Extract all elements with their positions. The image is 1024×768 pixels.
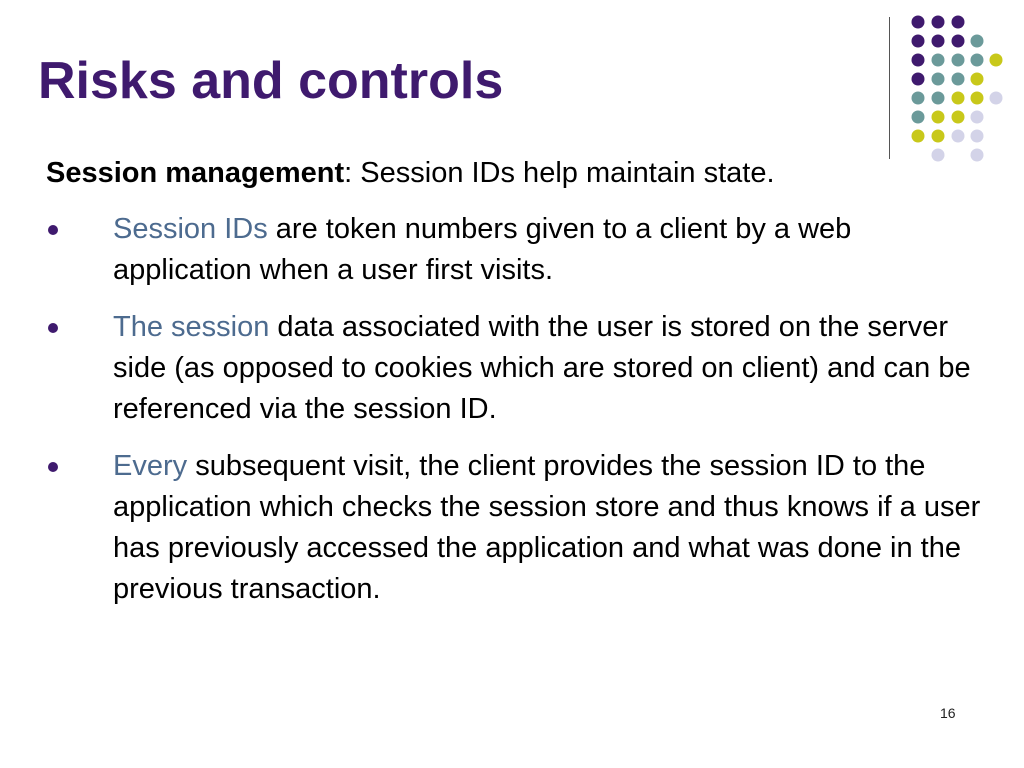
- intro-text: Session IDs help maintain state.: [352, 157, 775, 189]
- intro-separator: :: [344, 157, 353, 189]
- bullet-body: data associated with the user is stored on the server side (as opposed to cookies which are stored on client) and can be referenced via the session ID.: [113, 311, 971, 425]
- decor-dot: [952, 35, 965, 48]
- bullet-highlight: Every: [113, 450, 188, 482]
- decor-dot: [932, 130, 945, 143]
- decor-dot: [952, 130, 965, 143]
- decor-dot: [971, 35, 984, 48]
- decor-dot: [912, 92, 925, 105]
- decor-dot: [912, 130, 925, 143]
- decor-dot: [971, 149, 984, 162]
- decor-dot: [932, 111, 945, 124]
- bullet-text: [113, 446, 983, 610]
- decor-dot: [952, 73, 965, 86]
- bullet-marker-icon: [48, 225, 58, 235]
- decor-dot: [971, 73, 984, 86]
- decor-dot: [932, 35, 945, 48]
- slide-title: Risks and controls: [38, 52, 504, 110]
- title-divider-line: [889, 17, 890, 159]
- bullet-highlight: The session: [113, 311, 270, 343]
- page-number: 16: [940, 705, 956, 721]
- decor-dot: [912, 35, 925, 48]
- bullet-text: [113, 307, 983, 430]
- decor-dot: [912, 54, 925, 67]
- decor-dot: [932, 16, 945, 29]
- bullet-text: [113, 209, 983, 291]
- decor-dot: [971, 92, 984, 105]
- decor-dot: [912, 111, 925, 124]
- decor-dot: [952, 92, 965, 105]
- decor-dot: [932, 73, 945, 86]
- decor-dot: [952, 16, 965, 29]
- intro-paragraph: [46, 154, 946, 192]
- intro-label: Session management: [46, 157, 345, 189]
- decor-dot: [990, 92, 1003, 105]
- decor-dot: [952, 111, 965, 124]
- decor-dot: [971, 111, 984, 124]
- decor-dot: [932, 92, 945, 105]
- decor-dot: [912, 73, 925, 86]
- bullet-marker-icon: [48, 462, 58, 472]
- bullet-body: subsequent visit, the client provides the session ID to the application which checks the session store and thus knows if a user has previously accessed the application and what was done in the previous transaction.: [113, 450, 981, 605]
- bullet-marker-icon: [48, 323, 58, 333]
- bullet-body: are token numbers given to a client by a web application when a user first visits.: [113, 213, 852, 286]
- decor-dot: [971, 130, 984, 143]
- decor-dot: [952, 54, 965, 67]
- decor-dot: [971, 54, 984, 67]
- decor-dot: [912, 16, 925, 29]
- decor-dot: [990, 54, 1003, 67]
- bullet-highlight: Session IDs: [113, 213, 268, 245]
- decor-dot: [932, 54, 945, 67]
